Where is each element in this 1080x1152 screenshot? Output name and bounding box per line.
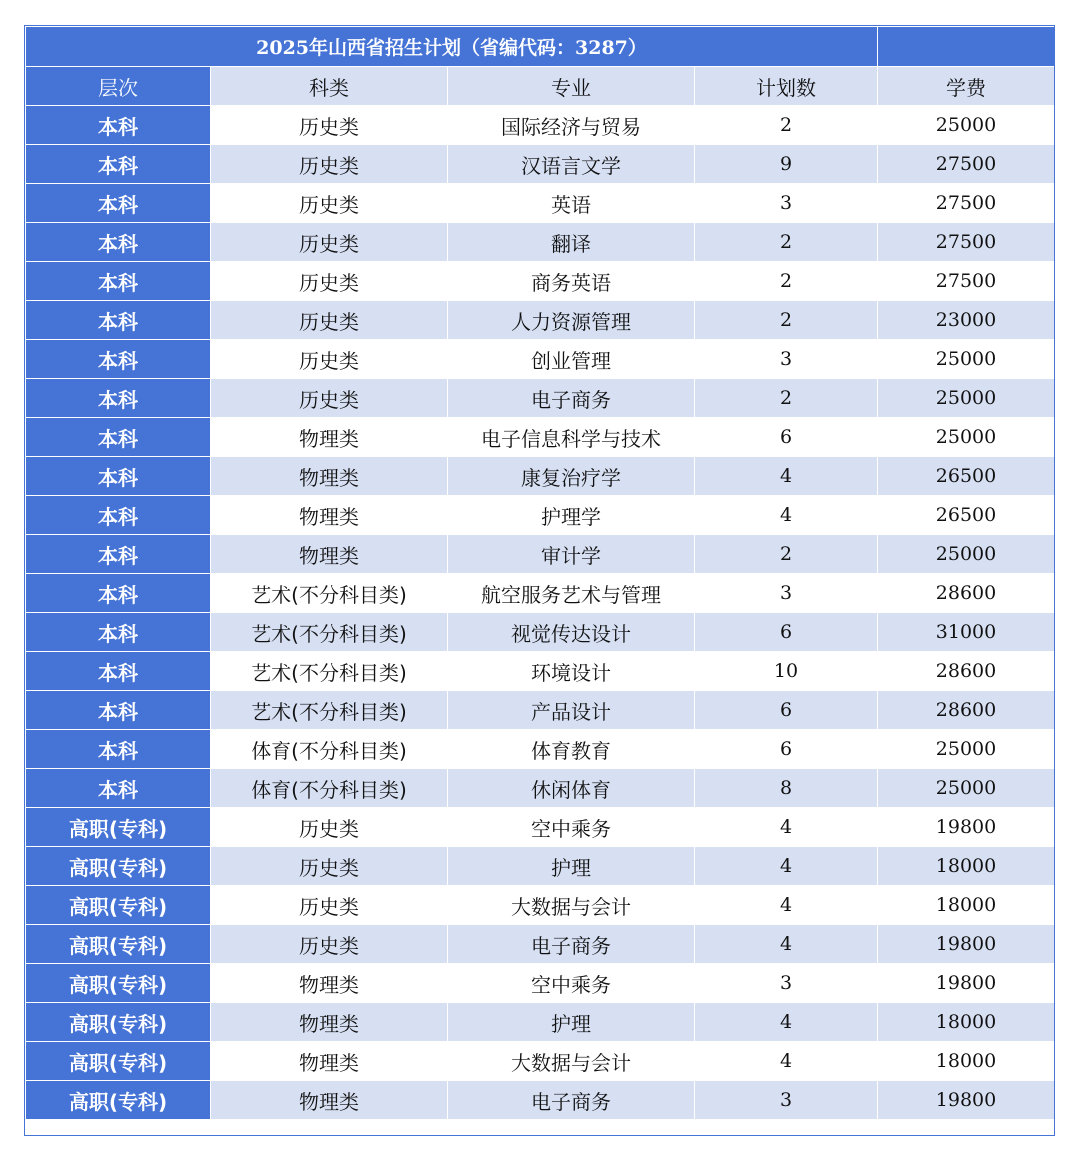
cell-tuition: 27500 <box>878 223 1055 262</box>
cell-tuition: 19800 <box>878 925 1055 964</box>
table-row <box>26 730 1055 769</box>
table-row <box>26 418 1055 457</box>
table-row <box>26 847 1055 886</box>
cell-level: 本科 <box>26 652 211 691</box>
cell-major: 大数据与会计 <box>448 886 695 925</box>
cell-category: 艺术(不分科目类) <box>211 652 448 691</box>
cell-major: 人力资源管理 <box>448 301 695 340</box>
cell-level: 本科 <box>26 691 211 730</box>
cell-major: 休闲体育 <box>448 769 695 808</box>
cell-level: 高职(专科) <box>26 847 211 886</box>
cell-category: 物理类 <box>211 457 448 496</box>
table-row <box>26 106 1055 145</box>
header-level: 层次 <box>26 67 211 106</box>
cell-major: 体育教育 <box>448 730 695 769</box>
cell-level: 本科 <box>26 496 211 535</box>
cell-level: 本科 <box>26 457 211 496</box>
cell-tuition: 31000 <box>878 613 1055 652</box>
cell-plan: 4 <box>695 1003 878 1042</box>
cell-plan: 2 <box>695 535 878 574</box>
cell-tuition: 28600 <box>878 691 1055 730</box>
cell-level: 高职(专科) <box>26 886 211 925</box>
cell-major: 视觉传达设计 <box>448 613 695 652</box>
cell-major: 护理学 <box>448 496 695 535</box>
cell-plan: 3 <box>695 574 878 613</box>
cell-plan: 10 <box>695 652 878 691</box>
header-plan: 计划数 <box>695 67 878 106</box>
cell-major: 大数据与会计 <box>448 1042 695 1081</box>
cell-category: 物理类 <box>211 1042 448 1081</box>
cell-plan: 3 <box>695 184 878 223</box>
cell-major: 电子商务 <box>448 925 695 964</box>
cell-category: 艺术(不分科目类) <box>211 613 448 652</box>
cell-category: 物理类 <box>211 964 448 1003</box>
cell-category: 物理类 <box>211 535 448 574</box>
cell-level: 本科 <box>26 184 211 223</box>
enrollment-plan-table <box>25 26 1055 1120</box>
table-row <box>26 496 1055 535</box>
cell-tuition: 27500 <box>878 145 1055 184</box>
cell-category: 物理类 <box>211 496 448 535</box>
cell-category: 历史类 <box>211 262 448 301</box>
table-row <box>26 184 1055 223</box>
cell-plan: 3 <box>695 1081 878 1120</box>
cell-plan: 4 <box>695 808 878 847</box>
cell-category: 历史类 <box>211 106 448 145</box>
cell-plan: 4 <box>695 847 878 886</box>
cell-level: 高职(专科) <box>26 1042 211 1081</box>
cell-tuition: 18000 <box>878 1042 1055 1081</box>
cell-tuition: 25000 <box>878 379 1055 418</box>
cell-level: 本科 <box>26 535 211 574</box>
cell-plan: 6 <box>695 691 878 730</box>
cell-level: 本科 <box>26 340 211 379</box>
cell-plan: 6 <box>695 730 878 769</box>
cell-tuition: 25000 <box>878 418 1055 457</box>
cell-plan: 2 <box>695 301 878 340</box>
cell-category: 历史类 <box>211 184 448 223</box>
cell-plan: 2 <box>695 379 878 418</box>
title-row <box>26 27 1055 67</box>
cell-major: 电子商务 <box>448 379 695 418</box>
cell-plan: 4 <box>695 886 878 925</box>
cell-plan: 3 <box>695 340 878 379</box>
table-row <box>26 457 1055 496</box>
cell-category: 历史类 <box>211 808 448 847</box>
table-row <box>26 769 1055 808</box>
header-category: 科类 <box>211 67 448 106</box>
cell-major: 电子商务 <box>448 1081 695 1120</box>
table-title: 2025年山西省招生计划（省编代码：3287） <box>26 27 878 67</box>
cell-level: 本科 <box>26 574 211 613</box>
table-row <box>26 223 1055 262</box>
table-row <box>26 1003 1055 1042</box>
cell-plan: 6 <box>695 613 878 652</box>
header-tuition: 学费 <box>878 67 1055 106</box>
cell-category: 物理类 <box>211 1081 448 1120</box>
cell-tuition: 26500 <box>878 496 1055 535</box>
cell-level: 本科 <box>26 223 211 262</box>
table-row <box>26 379 1055 418</box>
cell-plan: 4 <box>695 496 878 535</box>
cell-category: 历史类 <box>211 145 448 184</box>
cell-tuition: 25000 <box>878 340 1055 379</box>
cell-category: 物理类 <box>211 418 448 457</box>
cell-plan: 2 <box>695 223 878 262</box>
cell-plan: 8 <box>695 769 878 808</box>
cell-category: 历史类 <box>211 379 448 418</box>
cell-tuition: 27500 <box>878 184 1055 223</box>
table-row <box>26 1081 1055 1120</box>
cell-level: 高职(专科) <box>26 964 211 1003</box>
cell-plan: 4 <box>695 925 878 964</box>
cell-tuition: 27500 <box>878 262 1055 301</box>
cell-tuition: 19800 <box>878 964 1055 1003</box>
cell-major: 创业管理 <box>448 340 695 379</box>
cell-category: 历史类 <box>211 925 448 964</box>
cell-category: 历史类 <box>211 340 448 379</box>
cell-tuition: 25000 <box>878 106 1055 145</box>
table-row <box>26 808 1055 847</box>
cell-tuition: 25000 <box>878 730 1055 769</box>
table-row <box>26 145 1055 184</box>
cell-tuition: 28600 <box>878 652 1055 691</box>
table-row <box>26 613 1055 652</box>
cell-plan: 9 <box>695 145 878 184</box>
cell-major: 国际经济与贸易 <box>448 106 695 145</box>
cell-category: 体育(不分科目类) <box>211 769 448 808</box>
cell-level: 本科 <box>26 106 211 145</box>
cell-major: 空中乘务 <box>448 964 695 1003</box>
header-row <box>26 67 1055 106</box>
cell-level: 本科 <box>26 262 211 301</box>
cell-level: 本科 <box>26 769 211 808</box>
cell-tuition: 23000 <box>878 301 1055 340</box>
cell-category: 历史类 <box>211 847 448 886</box>
table-row <box>26 691 1055 730</box>
cell-major: 环境设计 <box>448 652 695 691</box>
cell-category: 历史类 <box>211 886 448 925</box>
cell-category: 艺术(不分科目类) <box>211 574 448 613</box>
cell-level: 高职(专科) <box>26 1003 211 1042</box>
cell-plan: 2 <box>695 106 878 145</box>
title-blank-cell <box>878 27 1055 67</box>
cell-level: 本科 <box>26 379 211 418</box>
cell-tuition: 25000 <box>878 535 1055 574</box>
cell-major: 审计学 <box>448 535 695 574</box>
cell-major: 英语 <box>448 184 695 223</box>
cell-plan: 4 <box>695 457 878 496</box>
table-row <box>26 262 1055 301</box>
cell-major: 翻译 <box>448 223 695 262</box>
cell-category: 物理类 <box>211 1003 448 1042</box>
cell-major: 康复治疗学 <box>448 457 695 496</box>
cell-major: 商务英语 <box>448 262 695 301</box>
cell-major: 产品设计 <box>448 691 695 730</box>
cell-category: 历史类 <box>211 223 448 262</box>
cell-major: 护理 <box>448 1003 695 1042</box>
table-row <box>26 574 1055 613</box>
cell-tuition: 28600 <box>878 574 1055 613</box>
cell-tuition: 18000 <box>878 847 1055 886</box>
cell-tuition: 25000 <box>878 769 1055 808</box>
cell-category: 艺术(不分科目类) <box>211 691 448 730</box>
cell-level: 高职(专科) <box>26 808 211 847</box>
table-row <box>26 925 1055 964</box>
cell-level: 本科 <box>26 301 211 340</box>
cell-major: 电子信息科学与技术 <box>448 418 695 457</box>
cell-category: 体育(不分科目类) <box>211 730 448 769</box>
cell-tuition: 18000 <box>878 1003 1055 1042</box>
cell-major: 汉语言文学 <box>448 145 695 184</box>
cell-plan: 2 <box>695 262 878 301</box>
table-row <box>26 535 1055 574</box>
cell-level: 本科 <box>26 145 211 184</box>
cell-level: 本科 <box>26 418 211 457</box>
cell-level: 高职(专科) <box>26 925 211 964</box>
cell-major: 航空服务艺术与管理 <box>448 574 695 613</box>
cell-plan: 4 <box>695 1042 878 1081</box>
cell-level: 高职(专科) <box>26 1081 211 1120</box>
table-row <box>26 340 1055 379</box>
cell-plan: 3 <box>695 964 878 1003</box>
table-row <box>26 301 1055 340</box>
cell-level: 本科 <box>26 613 211 652</box>
cell-tuition: 19800 <box>878 1081 1055 1120</box>
cell-plan: 6 <box>695 418 878 457</box>
header-major: 专业 <box>448 67 695 106</box>
table-row <box>26 1042 1055 1081</box>
cell-tuition: 18000 <box>878 886 1055 925</box>
table-row <box>26 652 1055 691</box>
cell-major: 护理 <box>448 847 695 886</box>
cell-major: 空中乘务 <box>448 808 695 847</box>
table-row <box>26 964 1055 1003</box>
cell-tuition: 19800 <box>878 808 1055 847</box>
table-row <box>26 886 1055 925</box>
cell-tuition: 26500 <box>878 457 1055 496</box>
cell-level: 本科 <box>26 730 211 769</box>
cell-category: 历史类 <box>211 301 448 340</box>
